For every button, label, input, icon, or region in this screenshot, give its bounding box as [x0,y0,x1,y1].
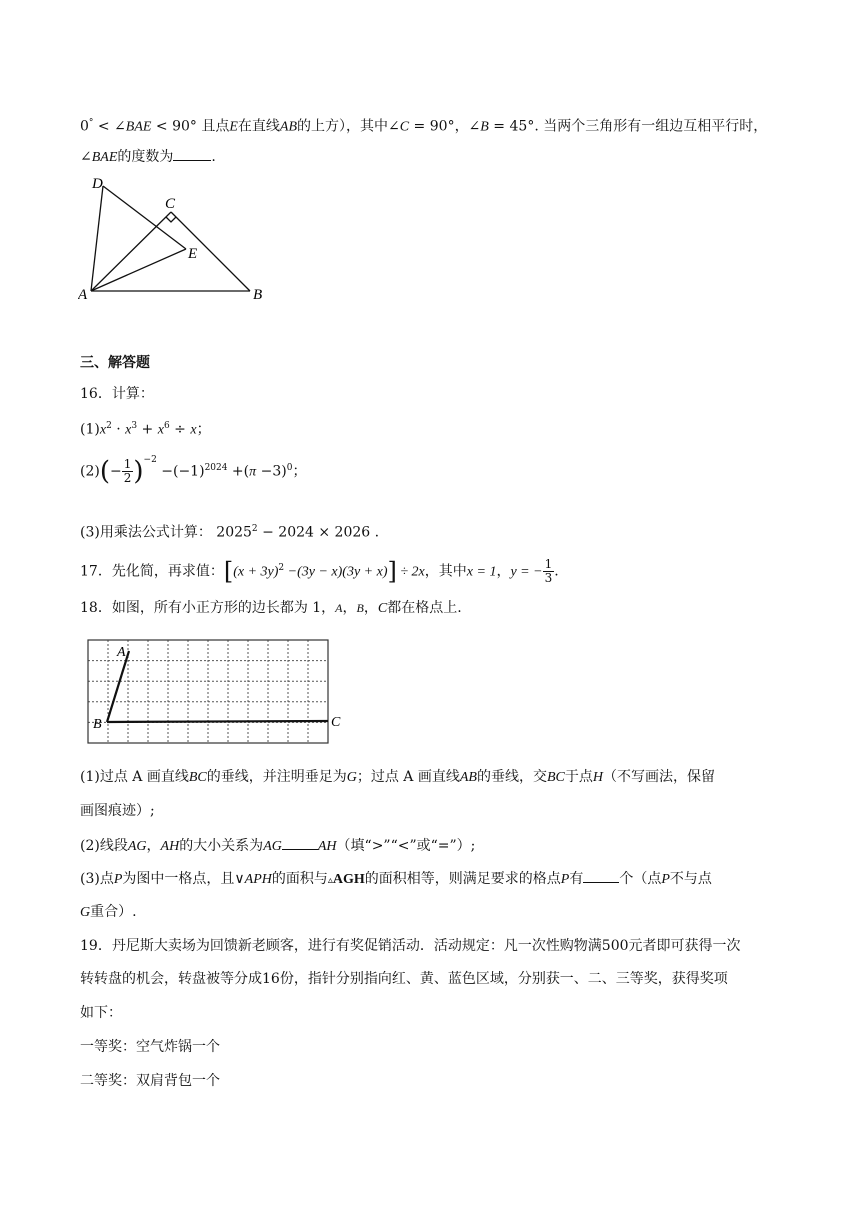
expression: ÷ 2x [396,564,425,580]
part-number: (2) [80,463,100,480]
label-a: A [78,287,88,303]
text: 都在格点上. [387,600,462,616]
var-x: x [157,422,164,438]
q18-part-1-line-2: 画图痕迹）; [80,803,155,819]
q19-prize-2: 二等奖：双肩背包一个 [80,1073,220,1089]
text: 于点 [564,769,593,785]
triangle-aph: APH [244,872,272,887]
text: (3)点 [80,871,114,887]
segment-ah: AH [160,839,180,854]
exponent: 2 [278,563,285,573]
var-x: x [125,422,132,438]
expression: (x + 3y) [233,564,279,580]
text: + [137,421,158,438]
line-ab: AB [279,119,298,135]
segment-ab [107,651,129,722]
label-d: D [92,176,103,192]
exponent: −2 [143,455,157,465]
text: ；过点 A 画直线 [356,769,460,785]
triangle-agh: AGH [332,872,365,887]
q19-line-3: 如下： [80,1005,122,1021]
grid-label-b: B [93,717,102,732]
text: ， [146,838,161,854]
fraction-third [543,558,555,585]
pi: π [249,464,257,480]
text: 的上方），其中∠ [297,118,400,135]
label-e: E [188,246,198,262]
text: ∠ [80,149,92,165]
answer-blank [583,868,619,883]
q19-prize-1: 一等奖：空气炸锅一个 [80,1039,220,1055]
value-x: x = 1 [466,564,497,580]
point-g: G [346,770,357,785]
grid-figure [84,634,354,748]
q15-line-1 [80,113,767,138]
point-p: P [560,872,570,887]
q17: 17．先化简，再求值：$[(x + 3y)^2 -(3y - x)(3y + x)] \div 2x$，其中x = 1，y = − $\frac{1}{3}$ . [80,557,559,586]
q18-part-2 [80,835,475,857]
q16-intro: 16．计算： [80,386,154,402]
right-angle-mark [166,217,176,222]
segment-ac [91,212,171,291]
point-p: P [113,872,123,887]
text: 有 [569,871,584,887]
exponent: 2 [251,524,258,534]
point-h: H [592,770,603,785]
text: 的垂线，并注明垂足为 [206,769,347,785]
text: ； [196,421,211,438]
text: ； [292,463,307,480]
q18-part-3-line-2 [80,902,137,923]
exponent: 0 [286,463,293,473]
text: . [554,563,559,580]
point-b: B [356,601,364,615]
part-number: (1) [80,421,100,438]
text: 的面积与 [271,871,328,887]
text: 在直线 [237,118,280,135]
text: （填“>”“<”或“=”）; [336,838,476,854]
text: (3)用乘法公式计算： 2025 [80,524,252,541]
q18-intro [80,598,462,619]
text: ， [496,563,511,580]
point-c: C [377,601,388,616]
q16-part-1 [80,416,211,441]
text: ，其中 [424,563,467,580]
var-x: x [190,422,197,438]
line-bc: BC [188,770,207,785]
text: (2)线段 [80,838,128,854]
point-g: G [80,905,91,920]
angle-name: BAE [91,150,118,165]
q16-part-3 [80,519,379,543]
expression: −(3y − x)(3y + x) [284,564,388,580]
text: < ∠ [93,118,126,135]
text: − 2024 × 2026 . [257,524,380,541]
text: < 90 [151,118,190,135]
text: −3) [256,463,287,480]
text: 重合）. [90,904,137,920]
text: = 90 [409,118,448,135]
text: . [211,149,216,165]
point-a: A [335,601,343,615]
text: ， [342,600,357,616]
line-ab: AB [459,770,477,785]
line-bc: BC [546,770,565,785]
text: °. 当两个三角形有一组边互相平行时， [527,118,768,135]
segment-ag: AG [263,839,282,854]
point-e: E [229,119,238,135]
section-title: 三、解答题 [80,355,150,371]
text: +( [227,463,250,480]
triangle-symbol: ▵ [327,875,333,886]
text: 为图中一格点，且∨ [122,871,245,887]
numerator: 1 [123,457,132,472]
text: 0 [80,118,89,135]
segment-cb [171,212,250,291]
text: °，∠ [447,118,481,135]
q18-part-3-line-1 [80,868,712,891]
answer-blank [173,146,211,161]
text: ， [363,600,378,616]
segment-ah: AH [317,839,337,854]
grid-label-a: A [117,645,126,660]
numerator: 1 [544,557,553,572]
exponent: 2 [106,421,112,431]
exponent: 6 [163,421,170,431]
text: ÷ [169,421,191,438]
denominator: 2 [123,471,132,486]
denominator: 3 [544,571,553,586]
text: 的大小关系为 [179,838,264,854]
text: 17．先化简，再求值： [80,563,224,580]
var-x: x [99,422,107,438]
point-b: B [480,119,489,135]
q19-line-1: 19．丹尼斯大卖场为回馈新老顾客，进行有奖促销活动．活动规定：凡一次性购物满500元者即可获得一次 [80,938,741,954]
label-c: C [165,196,176,212]
text: 18．如图，所有小正方形的边长都为 1， [80,600,336,616]
segment-ad [91,186,103,291]
text: (1)过点 A 画直线 [80,769,189,785]
segment-bc [107,721,328,722]
triangle-figure [78,170,278,305]
text: · [111,421,126,438]
degree: ° [88,118,94,128]
q19-line-2: 转转盘的机会，转盘被等分成16份，指针分别指向红、黄、蓝色区域，分别获一、二、三等奖，获得奖项 [80,971,728,987]
q16-part-2: (2)(− $\frac{1}{2}$ )$^{-2} -(-1)^{2024} +(\pi -3)^0$； [80,455,307,487]
text: 的面积相等，则满足要求的格点 [364,871,561,887]
segment-ag: AG [127,839,147,854]
value-y: y = − [510,564,543,580]
q18-part-1-line-1 [80,767,715,788]
exponent: 3 [131,421,138,431]
text: 个（点 [619,871,662,887]
label-b: B [253,287,263,303]
answer-blank [282,835,318,850]
grid-label-c: C [331,715,341,730]
text: 的度数为 [117,149,174,165]
angle-name: BAE [125,119,152,135]
text: 的垂线，交 [476,769,547,785]
point-c: C [399,119,410,135]
exponent: 2024 [204,463,228,473]
q15-line-2 [80,146,216,168]
text: −(−1) [156,463,205,480]
text: （不写画法，保留 [603,769,715,785]
text: 不与点 [669,871,712,887]
text: = 45 [488,118,528,135]
point-p: P [661,872,670,887]
segment-ae [91,249,186,291]
text: ° 且点 [189,118,230,135]
fraction-half [122,458,134,485]
